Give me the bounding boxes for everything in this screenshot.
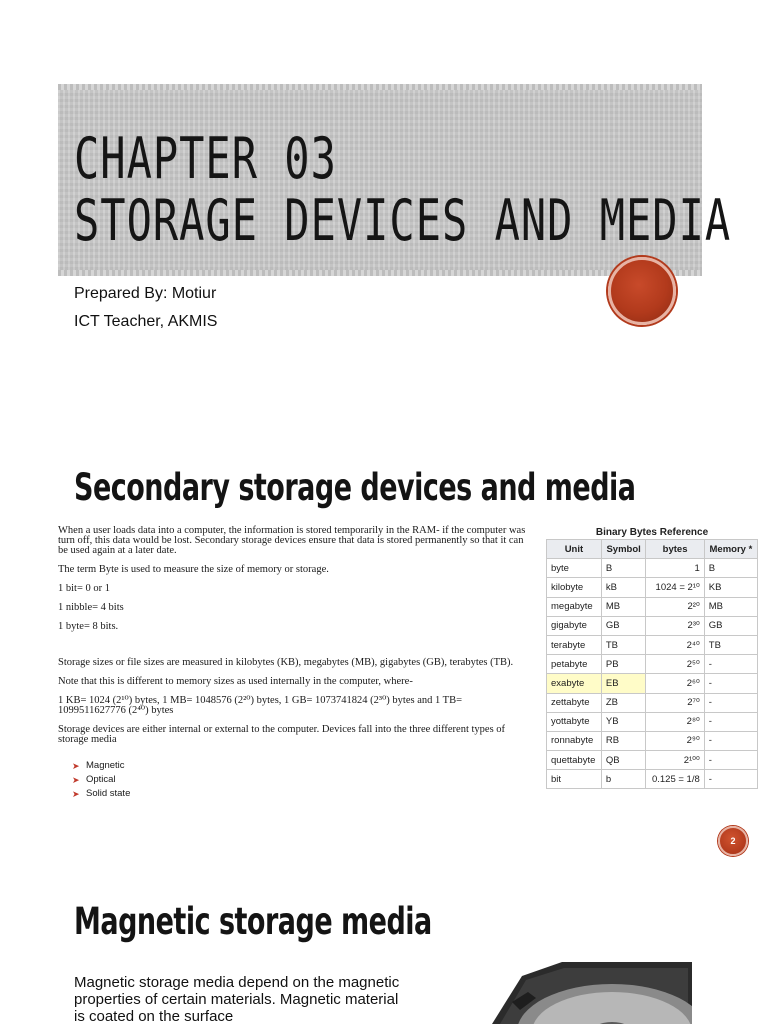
table-row <box>547 693 758 712</box>
cell-memory: - <box>704 731 757 750</box>
page-number-badge: 2 <box>718 826 748 856</box>
hard-disk-icon <box>492 962 692 1024</box>
cell-bytes: 2⁷⁰ <box>646 693 704 712</box>
cell-symbol: TB <box>601 635 646 654</box>
list-item: ➤ Magnetic <box>72 760 125 771</box>
paragraph-storage-types: Storage devices are either internal or external to the computer. Devices fall into the three different types of storage media <box>58 724 506 745</box>
cell-symbol: B <box>601 559 646 578</box>
table-header-row <box>547 540 758 559</box>
cell-unit: yottabyte <box>547 712 602 731</box>
column-header-unit: Unit <box>547 540 602 559</box>
table-row <box>547 712 758 731</box>
chapter-title-line2: STORAGE DEVICES AND MEDIA <box>74 187 732 254</box>
cell-bytes: 2²⁰ <box>646 597 704 616</box>
cell-symbol: PB <box>601 655 646 674</box>
cell-symbol: QB <box>601 751 646 770</box>
paragraph-conversions: 1 KB= 1024 (2¹⁰) bytes, 1 MB= 1048576 (2²⁰) bytes, 1 GB= 1073741824 (2³⁰) bytes and 1 TB= 1099511627776 (2⁴⁰) bytes <box>58 695 463 716</box>
cell-bytes: 2⁵⁰ <box>646 655 704 674</box>
arrow-bullet-icon: ➤ <box>72 761 80 771</box>
table-row <box>547 597 758 616</box>
paragraph-ram: When a user loads data into a computer, the information is stored temporarily in the RAM- if the computer was turn off, this data would be lost. Secondary storage devices ensure that data is stored permanently so that it can be used again at a later date. <box>58 525 526 556</box>
cell-bytes: 0.125 = 1/8 <box>646 770 704 789</box>
paragraph-nibble: 1 nibble= 4 bits <box>58 602 124 613</box>
paragraph-bit: 1 bit= 0 or 1 <box>58 583 111 594</box>
table-row <box>547 751 758 770</box>
paragraph-byte-bits: 1 byte= 8 bits. <box>58 621 119 632</box>
title-band-bottom-stripe <box>58 270 702 276</box>
cell-memory: MB <box>704 597 757 616</box>
slide2-body <box>58 526 528 801</box>
table-row <box>547 655 758 674</box>
cell-memory: B <box>704 559 757 578</box>
cell-unit: gigabyte <box>547 616 602 635</box>
cell-bytes: 1 <box>646 559 704 578</box>
cell-memory: - <box>704 655 757 674</box>
column-header-bytes: bytes <box>646 540 704 559</box>
table-row <box>547 616 758 635</box>
cell-bytes: 2¹⁰⁰ <box>646 751 704 770</box>
author-name: Prepared By: Motiur <box>74 285 217 302</box>
cell-unit: byte <box>547 559 602 578</box>
table-row <box>547 731 758 750</box>
cell-bytes: 2³⁰ <box>646 616 704 635</box>
cell-unit: ronnabyte <box>547 731 602 750</box>
cell-symbol: YB <box>601 712 646 731</box>
cell-memory: KB <box>704 578 757 597</box>
paragraph-note: Note that this is different to memory sizes as used internally in the computer, where- <box>58 676 413 687</box>
column-header-memory: Memory * <box>704 540 757 559</box>
column-header-symbol: Symbol <box>601 540 646 559</box>
table-title: Binary Bytes Reference <box>595 527 709 538</box>
chapter-title-line1: CHAPTER 03 <box>74 125 337 192</box>
cell-symbol: kB <box>601 578 646 597</box>
table-row <box>547 770 758 789</box>
author-block <box>74 280 217 336</box>
cell-symbol: ZB <box>601 693 646 712</box>
cell-memory: - <box>704 770 757 789</box>
cell-memory: - <box>704 693 757 712</box>
cell-memory: - <box>704 712 757 731</box>
cell-bytes: 2⁶⁰ <box>646 674 704 693</box>
slide3-paragraph: Magnetic storage media depend on the magnetic properties of certain materials. Magnetic material is coated on the surface <box>74 974 400 1024</box>
cell-symbol: GB <box>601 616 646 635</box>
cell-unit: zettabyte <box>547 693 602 712</box>
table-row <box>547 559 758 578</box>
cell-unit: kilobyte <box>547 578 602 597</box>
cell-symbol: b <box>601 770 646 789</box>
paragraph-storage-sizes: Storage sizes or file sizes are measured in kilobytes (KB), megabytes (MB), gigabytes (GB), terabytes (TB). <box>58 657 514 668</box>
cell-symbol: MB <box>601 597 646 616</box>
table-row <box>547 674 758 693</box>
cell-memory: - <box>704 751 757 770</box>
slide2-title: Secondary storage devices and media <box>74 466 636 510</box>
hard-disk-image <box>492 962 692 1024</box>
cell-memory: TB <box>704 635 757 654</box>
paragraph-byte: The term Byte is used to measure the size of memory or storage. <box>58 564 329 575</box>
cell-symbol: EB <box>601 674 646 693</box>
binary-bytes-table <box>546 539 758 789</box>
table-row <box>547 635 758 654</box>
cell-unit: exabyte <box>547 674 602 693</box>
cell-bytes: 1024 = 2¹⁰ <box>646 578 704 597</box>
cell-memory: - <box>704 674 757 693</box>
list-item: ➤ Optical <box>72 774 116 785</box>
list-item: ➤ Solid state <box>72 788 131 799</box>
cell-bytes: 2⁹⁰ <box>646 731 704 750</box>
decorative-circle <box>608 257 676 325</box>
chapter-title <box>74 125 732 254</box>
cell-symbol: RB <box>601 731 646 750</box>
cell-bytes: 2⁸⁰ <box>646 712 704 731</box>
table-row <box>547 578 758 597</box>
cell-unit: quettabyte <box>547 751 602 770</box>
cell-unit: terabyte <box>547 635 602 654</box>
slide3-title: Magnetic storage media <box>74 900 432 944</box>
title-band-top-stripe <box>58 84 702 90</box>
arrow-bullet-icon: ➤ <box>72 789 80 799</box>
cell-bytes: 2⁴⁰ <box>646 635 704 654</box>
author-role: ICT Teacher, AKMIS <box>74 313 218 330</box>
cell-unit: petabyte <box>547 655 602 674</box>
cell-unit: megabyte <box>547 597 602 616</box>
storage-types-list <box>58 759 528 801</box>
cell-unit: bit <box>547 770 602 789</box>
cell-memory: GB <box>704 616 757 635</box>
arrow-bullet-icon: ➤ <box>72 775 80 785</box>
